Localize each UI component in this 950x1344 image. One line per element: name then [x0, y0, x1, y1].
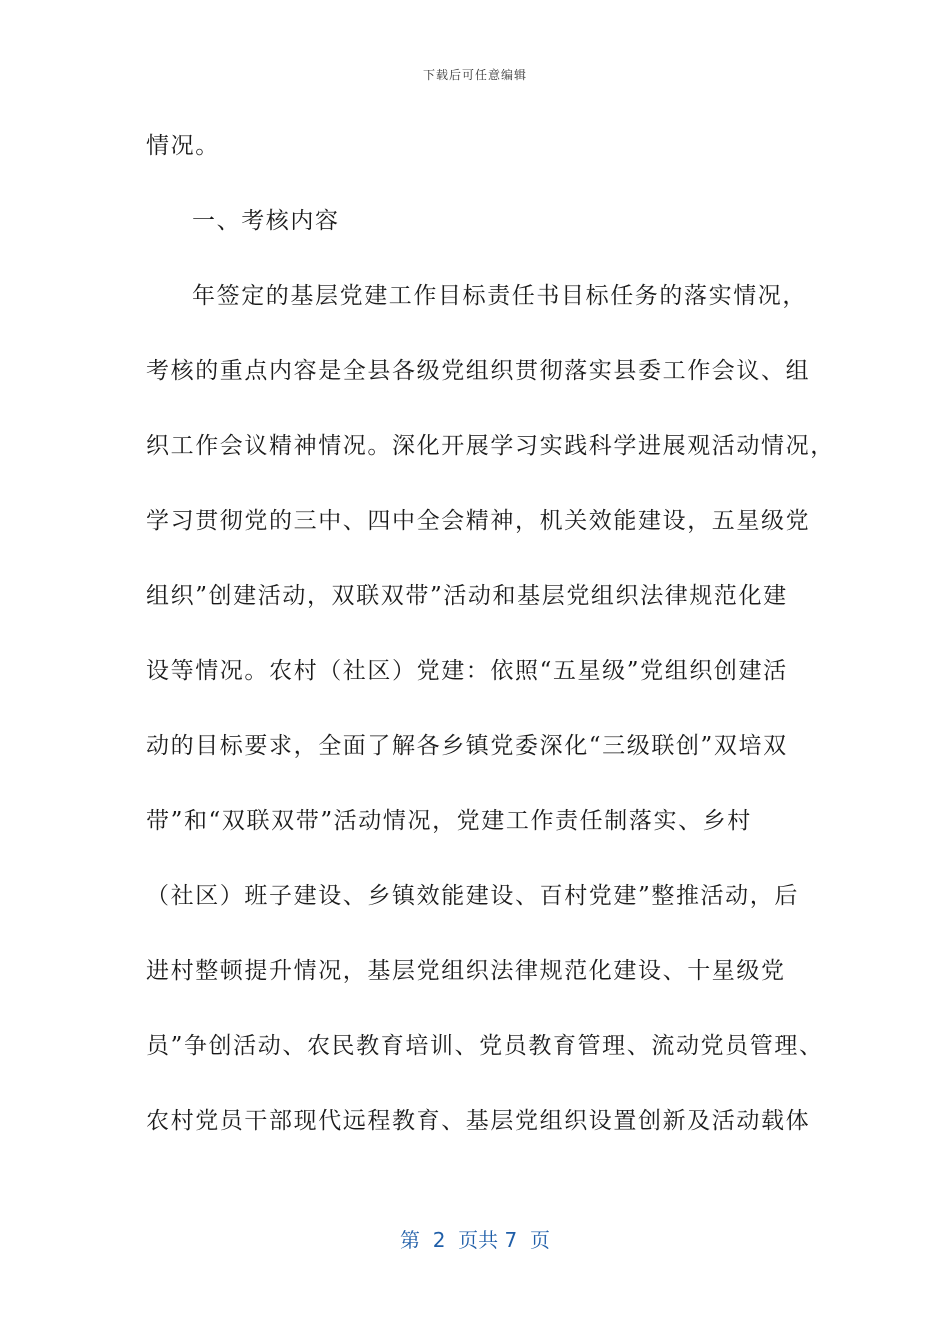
paragraph-line: 设等情况。农村（社区）党建：依照“五星级”党组织创建活	[146, 658, 788, 684]
paragraph-line: 进村整顿提升情况，基层党组织法律规范化建设、十星级党	[146, 958, 786, 984]
paragraph-line: 织工作会议精神情况。深化开展学习实践科学进展观活动情况，	[146, 433, 835, 459]
paragraph-line: 动的目标要求，全面了解各乡镇党委深化“三级联创”双培双	[146, 733, 788, 759]
paragraph-line: 考核的重点内容是全县各级党组织贯彻落实县委工作会议、组	[146, 358, 811, 384]
header-note: 下载后可任意编辑	[422, 68, 527, 82]
paragraph-line: 学习贯彻党的三中、四中全会精神，机关效能建设，五星级党	[146, 508, 811, 534]
paragraph-line: 农村党员干部现代远程教育、基层党组织设置创新及活动载体	[146, 1108, 811, 1134]
paragraph-line: 员”争创活动、农民教育培训、党员教育管理、流动党员管理、	[146, 1033, 824, 1059]
document-body	[146, 126, 835, 1176]
paragraph-line: （社区）班子建设、乡镇效能建设、百村党建”整推活动，后	[146, 883, 799, 909]
paragraph-line: 组织”创建活动，双联双带”活动和基层党组织法律规范化建	[146, 583, 788, 609]
paragraph-line: 年签定的基层党建工作目标责任书目标任务的落实情况，	[192, 283, 807, 309]
section-heading: 一、考核内容	[192, 208, 340, 234]
paragraph-line: 带”和“双联双带”活动情况，党建工作责任制落实、乡村	[146, 808, 752, 834]
paragraph-line: 情况。	[146, 133, 220, 159]
page-number-footer: 第 2 页共 7 页	[400, 1228, 550, 1252]
